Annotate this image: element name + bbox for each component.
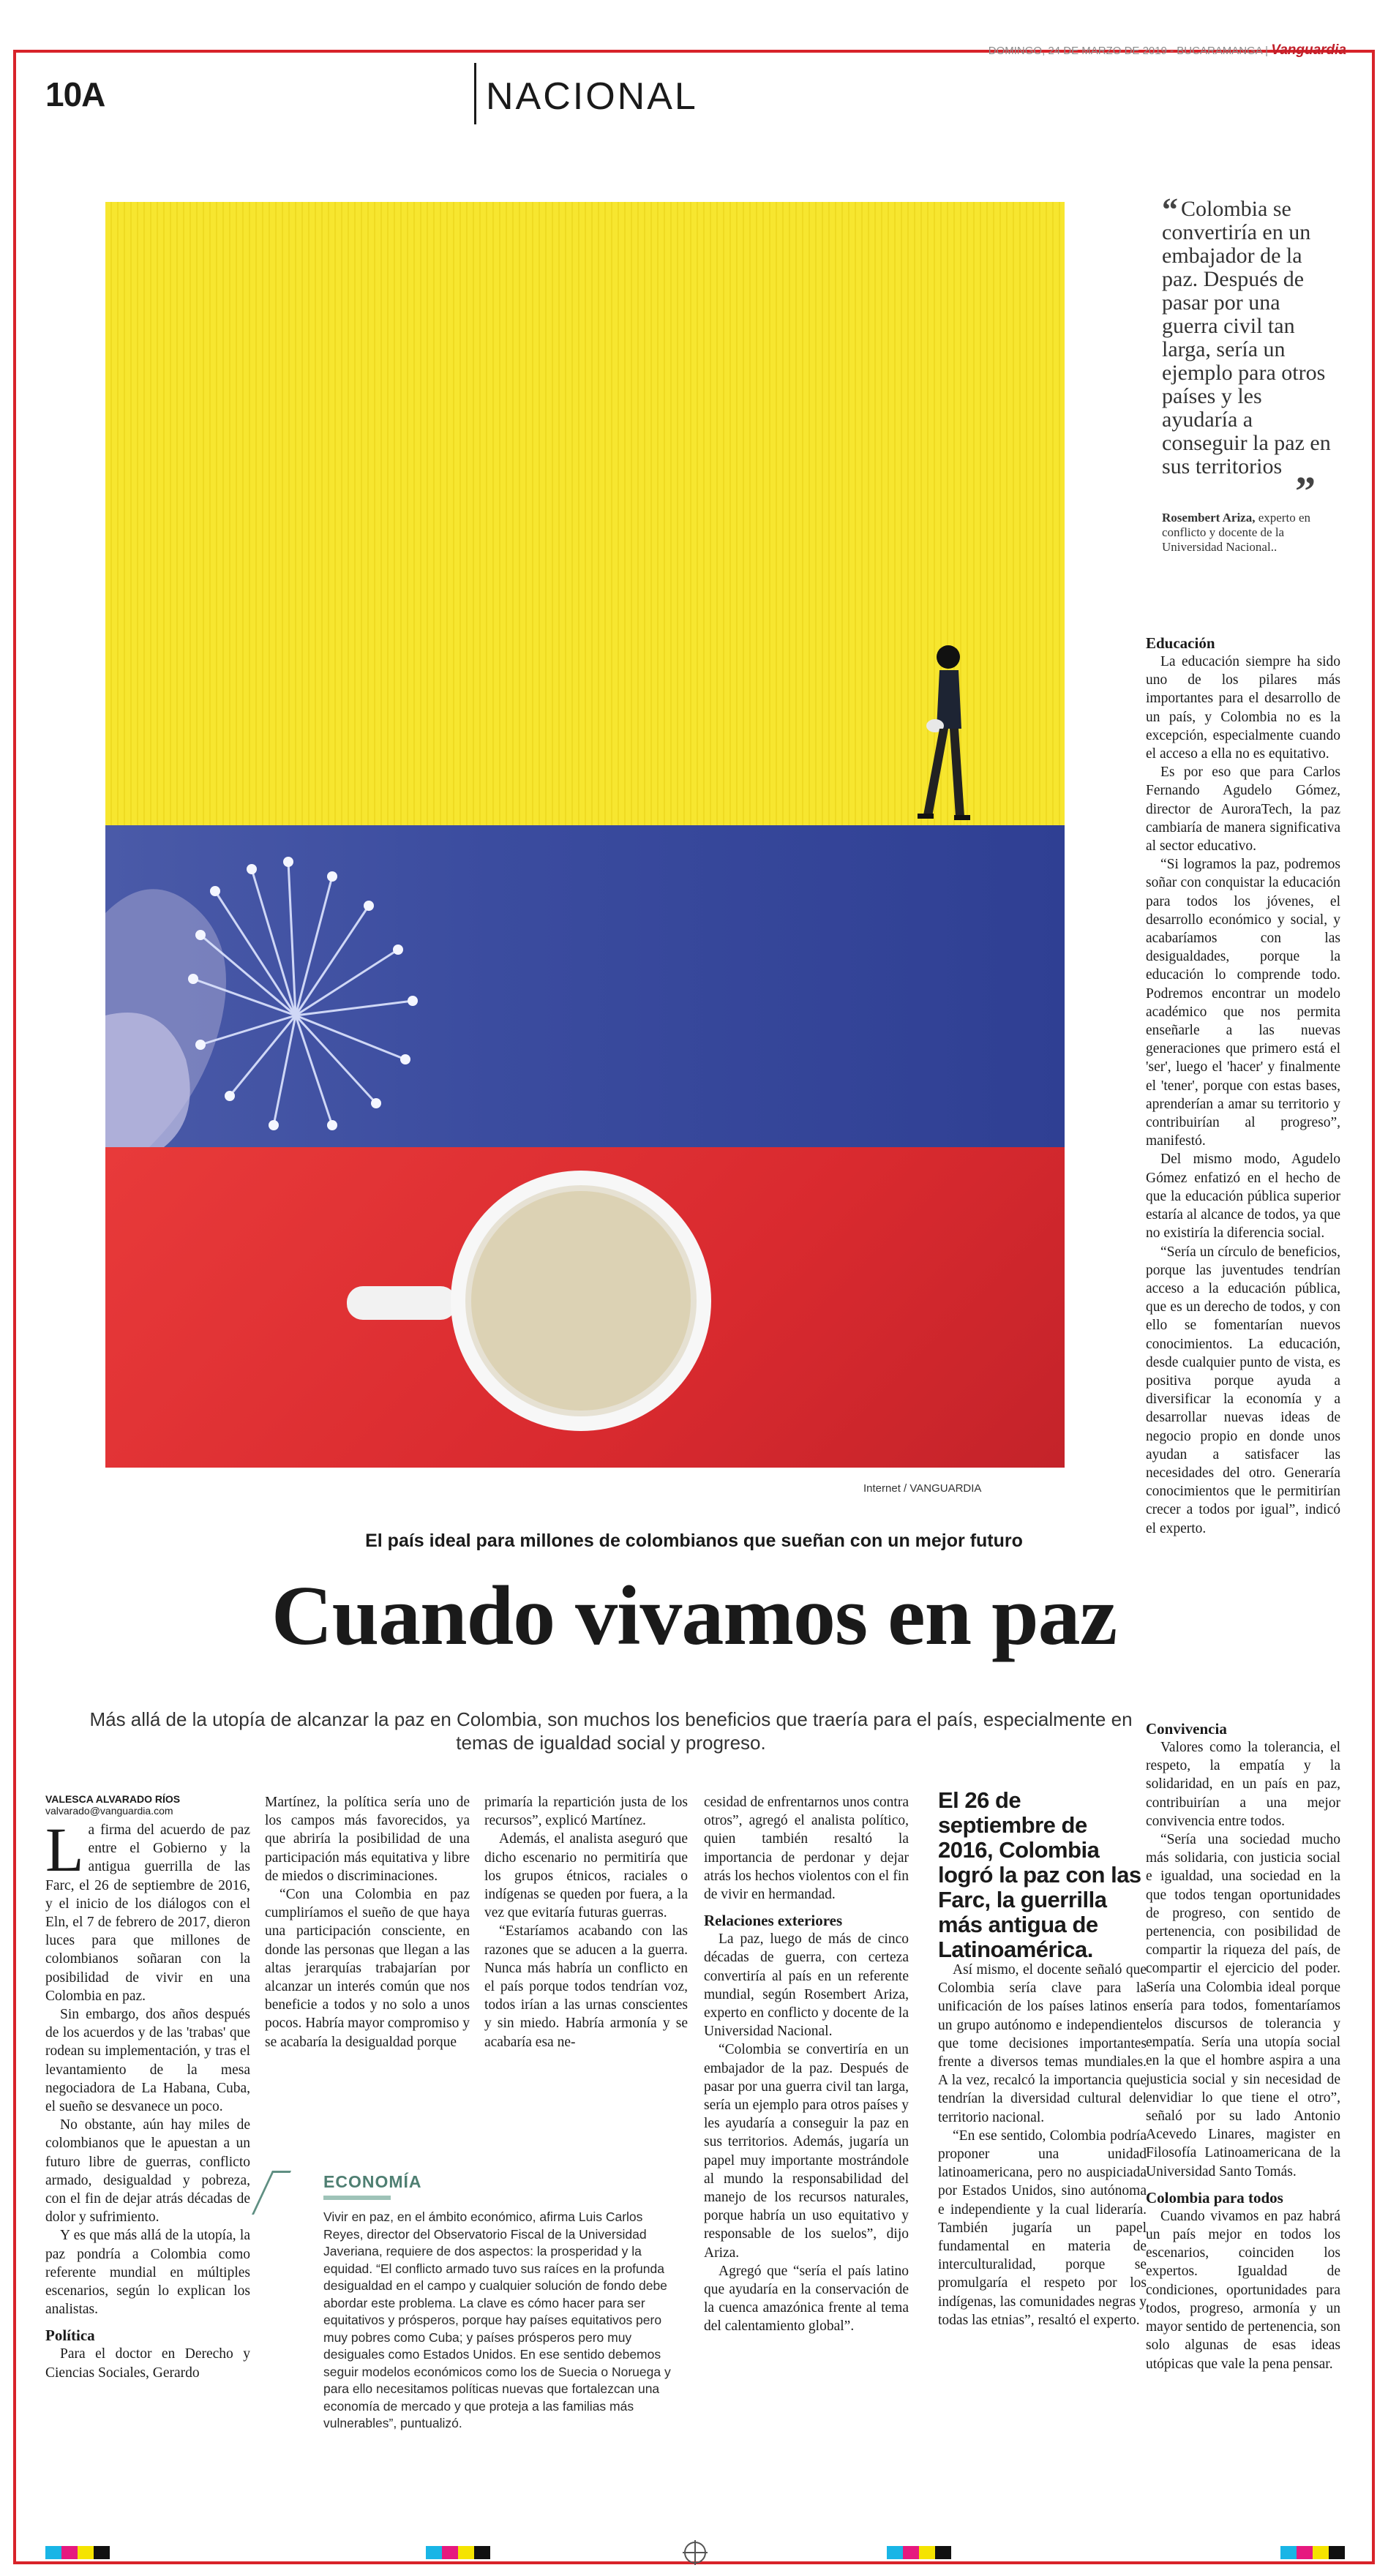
article-kicker: El país ideal para millones de colombianos que sueñan con un mejor futuro	[365, 1531, 1023, 1551]
flag-photo	[105, 202, 1065, 1468]
byline: VALESCA ALVARADO RÍOS	[45, 1793, 181, 1805]
swatch-cyan	[45, 2546, 61, 2559]
pull-quote	[1162, 192, 1332, 478]
paragraph: Sin embargo, dos años después de los acuerdos y de las 'trabas' que rodean su implementación, y tras el levantamiento de la mesa negociadora de La Habana, Cuba, el sueño se desvanece un poco.	[45, 2007, 250, 2115]
paragraph: Del mismo modo, Agudelo Gómez enfatizó en el hecho de que la educación pública superior estaría al alcance de todos, ya que no existiría la diferencia social.	[1146, 1152, 1340, 1242]
edition-line: DOMINGO, 24 DE MARZO DE 2019 - BUCARAMANGA	[988, 45, 1262, 57]
paragraph: “Sería un círculo de beneficios, porque las juventudes tendrían acceso a la educación pública, que es un derecho de todos, y con ello se fomentarían nuevos conocimientos. La educación, desde cualquier punto de vista, es positiva porque ayuda a diversificar la economía y a desarrollar nuevas ideas de negocio propio en donde unos ayudan a satisfacer las necesidades del otro. Generaría conocimientos que le permitirían crecer a todos por igual”, indicó el experto.	[1146, 1244, 1340, 1536]
swatch-cyan	[1280, 2546, 1297, 2559]
swatch-magenta	[442, 2546, 458, 2559]
paragraph: “Con una Colombia en paz cumpliríamos el sueño de que haya una participación consciente, en donde las personas que llegan a las altas jerarquías trabajarían por alcanzar un interés común que nos beneficie a todos y no solo a unos pocos. Habría mayor compromiso y se acabaría la desigualdad porque	[265, 1887, 470, 2050]
paragraph: Es por eso que para Carlos Fernando Agudelo Gómez, director de AuroraTech, la paz cambiaría de manera significativa al sector educativo.	[1146, 765, 1340, 855]
registration-mark-icon	[684, 2542, 706, 2564]
byline-email[interactable]: valvarado@vanguardia.com	[45, 1805, 173, 1817]
paragraph: “Si logramos la paz, podremos soñar con conquistar la educación para todos los jóvenes, el desarrollo económico y social, y acabaríamos con las desigualdades, porque la educación lo comprende todo. Podremos encontrar un modelo académico que nos permita enseñarle a las nuevas generaciones que primero está el 'ser', luego el 'hacer' y finalmente el 'tener', porque con estas bases, aprenderían a amar su territorio y contribuirían al progreso”, manifestó.	[1146, 857, 1340, 1149]
paragraph: “Sería una sociedad mucho más solidaria, con justicia social e igualdad, una sociedad en la que todos tengan oportunidades de progreso, con sentido de pertenencia, con posibilidad de compartir la riqueza del país, de compartir el ejercicio del poder. Sería una Colombia ideal porque sería para todos, fomentaríamos los discursos de tolerancia y empatía. Sería una utopía social en la que el hombre aspira a una justicia social y sin necesidad de envidiar lo que tiene el otro”, señaló por su lado Antonio Acevedo Linares, magister en Filosofía Latinoamericana de la Universidad Santo Tomás.	[1146, 1832, 1340, 2179]
paragraph: “En ese sentido, Colombia podría proponer una unidad latinoamericana, pero no auspiciada por Estados Unidos, sino autónoma e independiente y la cual lideraría. También jugaría un papel fundamental en materia de interculturalidad, porque se promulgaría el respeto por los indígenas, las comunidades negras y todas las etnias”, resaltó el experto.	[938, 2128, 1147, 2328]
paragraph: Así mismo, el docente señaló que Colombia sería clave para la unificación de los países latinos en un grupo autónomo e independiente que tome decisiones importantes frente a diversos temas mundiales. A la vez, recalcó la importancia que tendrían la diversidad cultural del territorio nacional.	[938, 1962, 1147, 2125]
paragraph: Valores como la tolerancia, el respeto, la empatía y la solidaridad, en un país en paz, contribuirían a una mejor convivencia entre todos.	[1146, 1740, 1340, 1829]
section-title: NACIONAL	[486, 75, 698, 118]
photo-credit: Internet / VANGUARDIA	[863, 1482, 982, 1495]
paragraph: primaría la repartición justa de los recursos”, explicó Martínez.	[484, 1795, 688, 1829]
coffee-cup-icon	[340, 1169, 749, 1462]
article-column-1	[45, 1793, 250, 2382]
pull-quote-text: Colombia se convertiría en un embajador de la paz. Después de pasar por una guerra civil tan larga, sería un ejemplo para otros países y les ayudaría a conseguir la paz en sus territorios	[1162, 197, 1331, 478]
brand-logo: Vanguardia	[1271, 42, 1346, 58]
swatch-cyan	[887, 2546, 903, 2559]
swatch-magenta	[1297, 2546, 1313, 2559]
paragraph: “Colombia se convertiría en un embajador de la paz. Después de pasar por una guerra civil tan larga, sería un ejemplo para otros países y les ayudaría a conseguir la paz en sus territorios. Además, jugaría un papel muy importante mostrándole al mundo la responsabilidad del manejo de los recursos naturales, porque habría un uso equitativo y responsable de los suelos”, dijo Ariza.	[704, 2042, 909, 2261]
pull-quote-role: experto en conflicto y docente de la Universidad Nacional..	[1162, 511, 1310, 554]
paragraph: Agregó que “sería el país latino que ayudaría en la conservación de la cuenca amazónica frente al tema del calentamiento global”.	[704, 2263, 909, 2335]
photo-yellow-band	[105, 202, 1065, 825]
swatch-black	[1329, 2546, 1345, 2559]
pull-quote-author: Rosembert Ariza,	[1162, 511, 1256, 525]
economy-title: ECONOMÍA	[323, 2172, 422, 2191]
subhead-politica: Política	[45, 2327, 95, 2345]
swatch-magenta	[903, 2546, 919, 2559]
photo-red-band	[105, 1147, 1065, 1468]
paragraph: Y es que más allá de la utopía, la paz pondría a Colombia como referente mundial en múltiples escenarios, según lo explican los analistas.	[45, 2228, 250, 2318]
subhead-educacion: Educación	[1146, 634, 1215, 652]
lead-paragraph	[45, 1814, 250, 2005]
paragraph: Además, el analista aseguró que dicho escenario no permitiría que los grupos étnicos, raciales o indígenas se queden por fuera, a la vez que evitaría futuras guerras.	[484, 1831, 688, 1921]
paragraph: La educación siempre ha sido uno de los pilares más importantes para el desarrollo de un país, y Colombia no es la excepción, especialmente cuando el acceso a ella no es equitativo.	[1146, 654, 1340, 762]
drop-cap: L	[45, 1814, 84, 1885]
photo-blue-band	[105, 825, 1065, 1147]
subhead-convivencia: Convivencia	[1146, 1720, 1227, 1738]
economy-title-bar	[323, 2196, 391, 2200]
article-column-4	[704, 1793, 909, 2336]
paragraph: Martínez, la política sería uno de los campos más favorecidos, ya que abriría la posibilidad de una participación más equitativa y libre de miedos o discriminaciones.	[265, 1795, 470, 1884]
lead-text: a firma del acuerdo de paz entre el Gobierno y la antigua guerrilla de las Farc, el 26 de septiembre de 2016, y el inicio de los diálogos con el Eln, el 7 de febrero de 2017, dieron luces para que millones de colombianos soñaran con la posibilidad de vivir en una Colombia en paz.	[45, 1822, 250, 2004]
article-column-7	[1146, 1712, 1340, 2373]
swatch-black	[94, 2546, 110, 2559]
open-quote-icon: “	[1162, 192, 1178, 228]
paragraph: “Estaríamos acabando con las razones que se aducen a la guerra. Nunca más habría un conflicto en el país porque todos tendrían voz, todos irían a las urnas conscientes y sin miedo. Habría armonía y se acabaría esa ne-	[484, 1923, 688, 2050]
pull-quote-attribution	[1162, 511, 1332, 555]
masthead	[966, 42, 1346, 61]
economy-text: Vivir en paz, en el ámbito económico, afirma Luis Carlos Reyes, director del Observatorio Fiscal de la Universidad Javeriana, requiere de dos aspectos: la prosperidad y la equidad. “El conflicto armado tuvo sus raíces en la profunda desigualdad en el campo y cualquier solución de fondo debe abordar este problema. La clave es cómo hacer para ser equitativos y prósperos, porque hay países equitativos pero muy pobres como Cuba; y países prósperos pero muy desiguales como Estados Unidos. En ese sentido debemos seguir modelos económicos como los de Suecia o Noruega y para ello necesitamos políticas nuevas que fortalezcan una economía de mercado y que proteja a las familias más vulnerables”, puntualizó.	[323, 2209, 671, 2430]
swatch-yellow	[1313, 2546, 1329, 2559]
article-deck: Más allá de la utopía de alcanzar la paz en Colombia, son muchos los beneficios que traería para el país, especialmente en temas de igualdad social y progreso.	[89, 1708, 1133, 1754]
subhead-colombia-para-todos: Colombia para todos	[1146, 2188, 1283, 2207]
paragraph: Para el doctor en Derecho y Ciencias Sociales, Gerardo	[45, 2346, 250, 2381]
paragraph: La paz, luego de más de cinco décadas de guerra, con certeza convertiría al país en un referente mundial, según Rosembert Ariza, experto en conflicto y docente de la Universidad Nacional.	[704, 1931, 909, 2040]
section-divider	[474, 63, 476, 124]
swatch-yellow	[458, 2546, 474, 2559]
article-column-3	[484, 1793, 688, 2051]
paragraph: cesidad de enfrentarnos unos contra otros”, agregó el analista político, quien también resaltó la importancia de perdonar y dejar atrás los hechos violentos con el fin de vivir en hermandad.	[704, 1795, 909, 1903]
paragraph: No obstante, aún hay miles de colombianos que le apuestan a un futuro libre de guerras, conflicto armado, desigualdad y pobreza, con el fin de dejar atrás décadas de dolor y sufrimiento.	[45, 2117, 250, 2226]
paragraph: Cuando vivamos en paz habrá un país mejor en todos los escenarios, coinciden los expertos. Igualdad de condiciones, oportunidades para todos, progreso, armonía y un mayor sentido de pertenencia, son solo algunas de esas ideas utópicas que vale la pena pensar.	[1146, 2208, 1340, 2372]
swatch-yellow	[78, 2546, 94, 2559]
masthead-separator: |	[1265, 45, 1272, 57]
economy-sidebar	[272, 2171, 688, 2430]
article-headline: Cuando vivamos en paz	[271, 1569, 1117, 1663]
swatch-cyan	[426, 2546, 442, 2559]
swatch-magenta	[61, 2546, 78, 2559]
swatch-yellow	[919, 2546, 935, 2559]
close-quote-icon: ”	[1295, 469, 1316, 514]
swatch-black	[935, 2546, 951, 2559]
page-number: 10A	[45, 75, 105, 113]
article-column-2	[265, 1793, 470, 2051]
article-column-5	[938, 1961, 1147, 2329]
anemone-icon	[105, 825, 588, 1147]
swatch-black	[474, 2546, 490, 2559]
article-column-6	[1146, 626, 1340, 1538]
subhead-relaciones: Relaciones exteriores	[704, 1912, 843, 1930]
callout-fact: El 26 de septiembre de 2016, Colombia logró la paz con las Farc, la guerrilla más antigua de Latinoamérica.	[938, 1787, 1141, 1962]
walking-woman-icon	[910, 641, 983, 824]
